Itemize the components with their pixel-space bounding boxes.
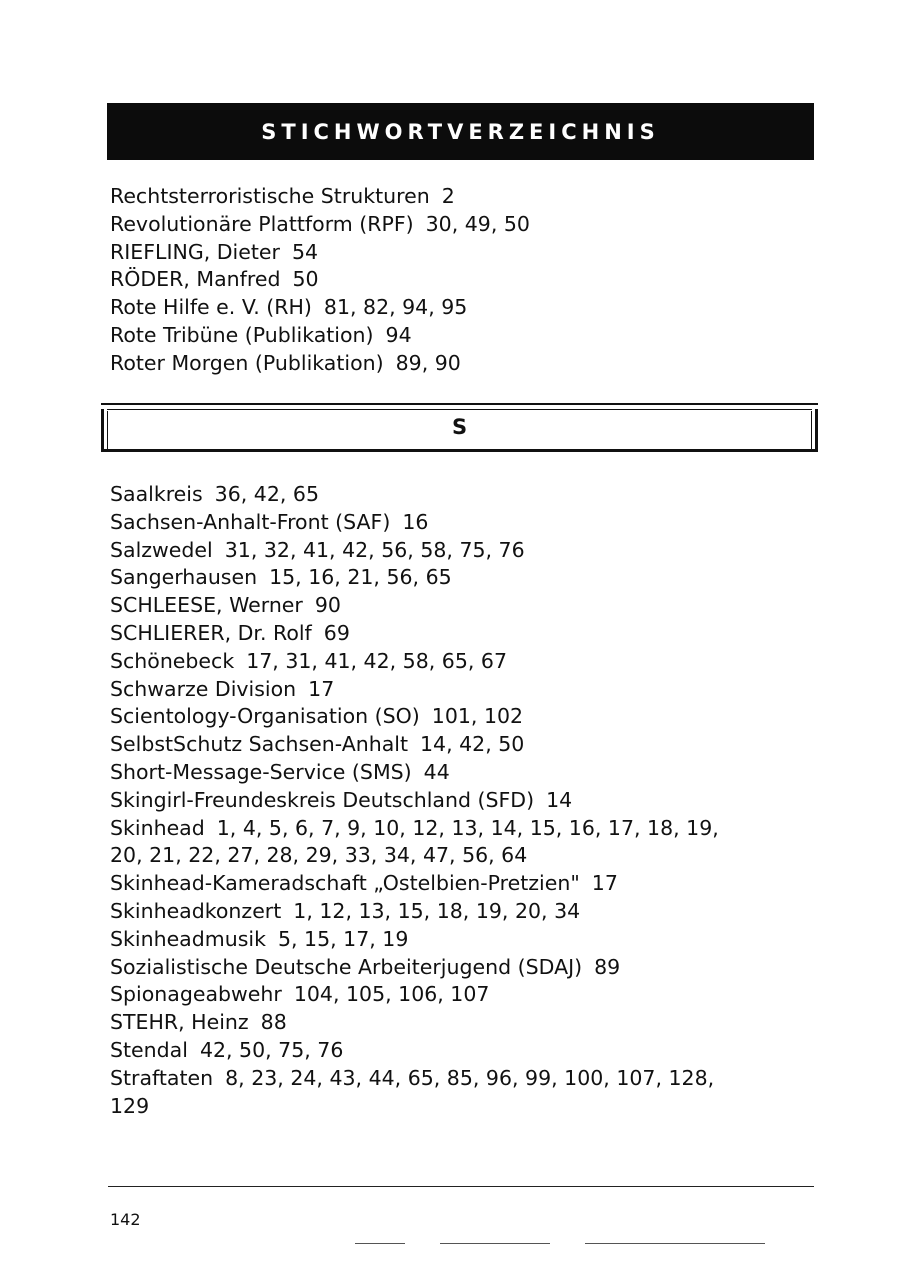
index-term: Scientology-Organisation (SO) (110, 704, 420, 729)
index-entry (110, 898, 719, 926)
index-term: Skinhead-Kameradschaft „Ostelbien-Pretzien" (110, 871, 580, 896)
index-pages: 36, 42, 65 (214, 482, 319, 506)
index-term: SCHLEESE, Werner (110, 593, 303, 618)
index-term: Rechtsterroristische Strukturen (110, 184, 430, 208)
index-entry (110, 620, 719, 648)
index-entry (110, 926, 719, 954)
index-pages: 89, 90 (395, 350, 461, 375)
scan-mark (440, 1243, 550, 1244)
index-term: Schönebeck (110, 648, 235, 673)
index-term: Roter Morgen (Publikation) (110, 350, 384, 375)
index-pages: 101, 102 (431, 704, 524, 729)
index-title: STICHWORTVERZEICHNIS (261, 119, 660, 144)
index-entry (110, 954, 719, 982)
scan-mark (585, 1243, 765, 1244)
index-term: Skinheadmusik (110, 926, 266, 951)
index-entry (110, 183, 530, 211)
index-pages: 69 (323, 620, 350, 645)
index-term: Sozialistische Deutsche Arbeiterjugend (SDAJ) (110, 954, 583, 979)
index-entry (110, 787, 719, 815)
index-pages: 20, 21, 22, 27, 28, 29, 33, 34, 47, 56, 64 (110, 843, 528, 868)
index-entry (110, 350, 530, 378)
index-entry (110, 870, 719, 898)
index-entry (110, 481, 719, 509)
index-pages: 44 (423, 759, 450, 784)
index-pages: 104, 105, 106, 107 (293, 982, 490, 1007)
index-term: SelbstSchutz Sachsen-Anhalt (110, 732, 409, 757)
index-entry (110, 1037, 719, 1065)
index-pages: 14, 42, 50 (420, 732, 525, 757)
index-term: Rote Tribüne (Publikation) (110, 322, 374, 347)
index-entry (110, 211, 530, 239)
index-entries-s (110, 481, 719, 1120)
index-term: Salzwedel (110, 537, 213, 562)
index-term: Rote Hilfe e. V. (RH) (110, 295, 312, 320)
index-entry (110, 322, 530, 350)
index-pages: 17, 31, 41, 42, 58, 65, 67 (246, 648, 507, 673)
index-pages: 54 (291, 239, 319, 264)
index-title-bar (107, 103, 814, 160)
index-entry (110, 239, 530, 267)
index-pages: 1, 4, 5, 6, 7, 9, 10, 12, 13, 14, 15, 16, 17, 18, 19, (216, 815, 719, 840)
index-entry (110, 1065, 719, 1093)
index-pages: 90 (314, 593, 341, 618)
index-entry (110, 294, 530, 322)
index-pages: 81, 82, 94, 95 (323, 295, 468, 320)
index-term: Short-Message-Service (SMS) (110, 759, 412, 784)
index-term: Skinhead (110, 815, 205, 840)
index-pages: 88 (260, 1010, 287, 1035)
index-entry (110, 266, 530, 294)
index-pages: 129 (110, 1093, 150, 1118)
index-pages: 94 (385, 322, 412, 347)
scan-mark (355, 1243, 405, 1244)
index-pages: 14 (546, 787, 573, 812)
index-entry (110, 676, 719, 704)
index-pages: 17 (308, 676, 335, 701)
index-entry (110, 842, 719, 870)
index-pages: 50 (292, 267, 319, 292)
index-entry (110, 648, 719, 676)
index-pages: 42, 50, 75, 76 (199, 1037, 344, 1062)
index-term: SCHLIERER, Dr. Rolf (110, 620, 312, 645)
index-term: Sangerhausen (110, 565, 258, 590)
index-term: Skinheadkonzert (110, 898, 282, 923)
index-term: RIEFLING, Dieter (110, 239, 280, 264)
index-entry (110, 731, 719, 759)
index-entry (110, 537, 719, 565)
index-pages: 15, 16, 21, 56, 65 (269, 565, 452, 590)
index-term: Spionageabwehr (110, 982, 282, 1007)
index-entry (110, 759, 719, 787)
index-term: RÖDER, Manfred (110, 267, 281, 292)
index-term: Straftaten (110, 1065, 214, 1090)
index-pages: 16 (402, 509, 429, 534)
index-pages: 8, 23, 24, 43, 44, 65, 85, 96, 99, 100, 107, 128, (225, 1065, 715, 1090)
index-term: Saalkreis (110, 482, 203, 506)
index-entry (110, 815, 719, 843)
footer-rule (108, 1186, 814, 1187)
section-letter-box (101, 403, 818, 452)
index-pages: 2 (441, 184, 455, 208)
index-entry (110, 564, 719, 592)
index-entry (110, 509, 719, 537)
index-entry (110, 1009, 719, 1037)
index-pages: 89 (594, 954, 621, 979)
page-number: 142 (110, 1210, 141, 1229)
index-entry (110, 592, 719, 620)
index-entry (110, 981, 719, 1009)
section-letter: S (451, 415, 468, 439)
index-term: Sachsen-Anhalt-Front (SAF) (110, 509, 391, 534)
index-pages: 31, 32, 41, 42, 56, 58, 75, 76 (224, 537, 525, 562)
index-term: STEHR, Heinz (110, 1010, 249, 1035)
index-entry (110, 1093, 719, 1121)
index-term: Revolutionäre Plattform (RPF) (110, 211, 414, 236)
index-entry (110, 703, 719, 731)
index-term: Stendal (110, 1037, 188, 1062)
index-term: Schwarze Division (110, 676, 297, 701)
index-pages: 17 (591, 871, 618, 896)
index-pages: 1, 12, 13, 15, 18, 19, 20, 34 (293, 898, 581, 923)
index-entries-r (110, 183, 530, 378)
index-pages: 5, 15, 17, 19 (277, 926, 409, 951)
index-term: Skingirl-Freundeskreis Deutschland (SFD) (110, 787, 535, 812)
index-pages: 30, 49, 50 (425, 211, 530, 236)
